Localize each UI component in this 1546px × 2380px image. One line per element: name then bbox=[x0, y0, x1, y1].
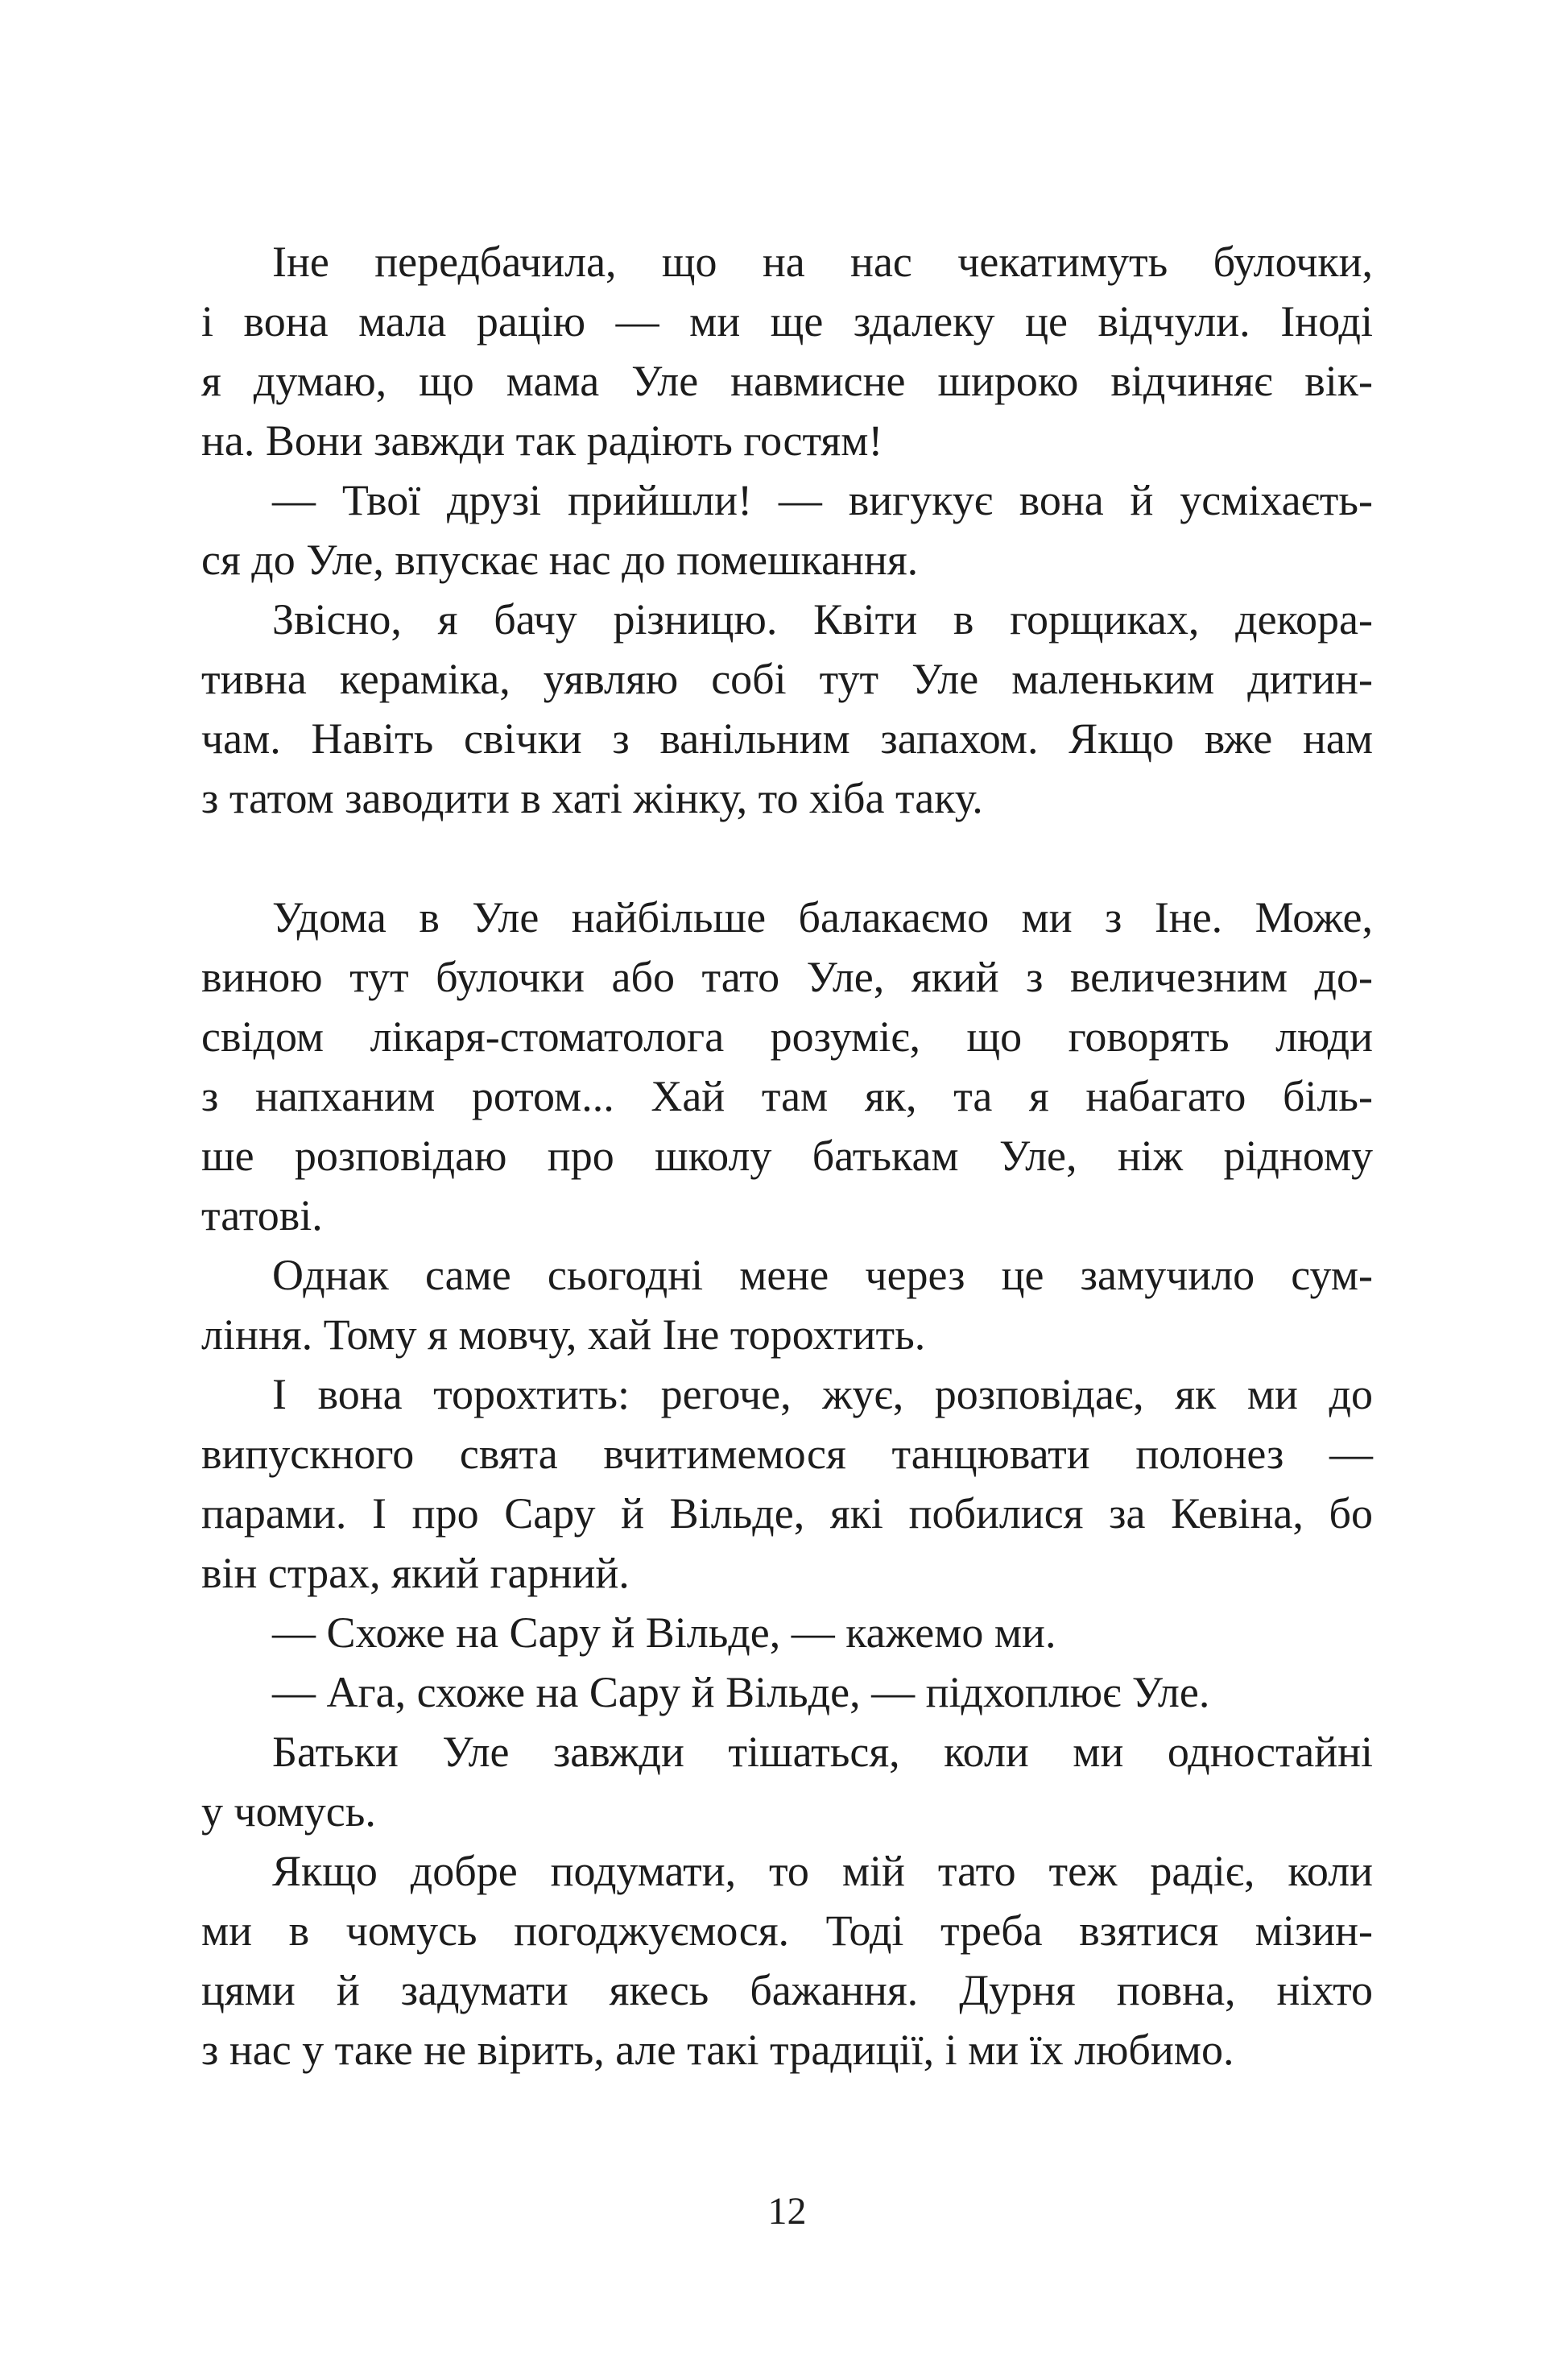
paragraph bbox=[201, 1603, 1373, 1662]
page-footer bbox=[201, 2189, 1373, 2234]
text-line: я думаю, що мама Уле навмисне широко відчиняє вік- bbox=[201, 357, 1373, 405]
text-line: на. Вони завжди так радіють гостям! bbox=[201, 416, 883, 465]
text-line: Звісно, я бачу різницю. Квіти в горщиках, декора- bbox=[272, 595, 1373, 644]
text-line: з напханим ротом... Хай там як, та я набагато біль- bbox=[201, 1072, 1373, 1120]
text-block bbox=[201, 232, 1373, 2080]
text-line: Батьки Уле завжди тішаться, коли ми одностайні bbox=[272, 1728, 1373, 1776]
text-line: татові. bbox=[201, 1191, 323, 1240]
text-line: Якщо добре подумати, то мій тато теж радіє, коли bbox=[272, 1847, 1373, 1895]
paragraph bbox=[201, 232, 1373, 470]
text-line: ше розповідаю про школу батькам Уле, ніж рідному bbox=[201, 1132, 1373, 1180]
paragraph bbox=[201, 590, 1373, 828]
text-line: Удома в Уле найбільше балакаємо ми з Іне. Може, bbox=[272, 893, 1373, 942]
paragraph bbox=[201, 470, 1373, 590]
text-line: свідом лікаря-стоматолога розуміє, що говорять люди bbox=[201, 1012, 1373, 1061]
text-line: цями й задумати якесь бажання. Дурня повна, ніхто bbox=[201, 1966, 1373, 2014]
text-line: ління. Тому я мовчу, хай Іне торохтить. bbox=[201, 1310, 926, 1359]
text-line: Однак саме сьогодні мене через це замучило сум- bbox=[272, 1251, 1373, 1299]
text-line: — Схоже на Сару й Вільде, — кажемо ми. bbox=[272, 1608, 1056, 1657]
text-line: з нас у таке не вірить, але такі традиції, і ми їх любимо. bbox=[201, 2026, 1234, 2074]
text-line: з татом заводити в хаті жінку, то хіба таку. bbox=[201, 774, 983, 822]
text-line: Іне передбачила, що на нас чекатимуть булочки, bbox=[272, 238, 1373, 286]
paragraph bbox=[201, 888, 1373, 1245]
text-line: і вона мала рацію — ми ще здалеку це відчули. Іноді bbox=[201, 297, 1373, 346]
paragraph bbox=[201, 1662, 1373, 1722]
text-line: чам. Навіть свічки з ванільним запахом. Якщо вже нам bbox=[201, 714, 1373, 763]
text-line: випускного свята вчитимемося танцювати полонез — bbox=[201, 1430, 1373, 1478]
text-line: — Ага, схоже на Сару й Вільде, — підхоплює Уле. bbox=[272, 1668, 1210, 1716]
text-line: він страх, який гарний. bbox=[201, 1549, 630, 1597]
text-line: ся до Уле, впускає нас до помешкання. bbox=[201, 536, 919, 584]
paragraph bbox=[201, 1841, 1373, 2080]
paragraph bbox=[201, 1364, 1373, 1603]
text-line: ми в чомусь погоджуємося. Тоді треба взятися мізин- bbox=[201, 1906, 1373, 1955]
text-line: виною тут булочки або тато Уле, який з величезним до- bbox=[201, 953, 1373, 1001]
text-line: — Твої друзі прийшли! — вигукує вона й усміхаєть- bbox=[272, 476, 1373, 524]
text-line: І вона торохтить: регоче, жує, розповідає, як ми до bbox=[272, 1370, 1373, 1418]
text-line: у чомусь. bbox=[201, 1787, 376, 1836]
paragraph bbox=[201, 1722, 1373, 1841]
text-line: парами. І про Сару й Вільде, які побилися за Кевіна, бо bbox=[201, 1489, 1373, 1538]
text-line: тивна кераміка, уявляю собі тут Уле маленьким дитин- bbox=[201, 655, 1373, 703]
paragraph bbox=[201, 1245, 1373, 1364]
page-number: 12 bbox=[767, 2190, 807, 2233]
